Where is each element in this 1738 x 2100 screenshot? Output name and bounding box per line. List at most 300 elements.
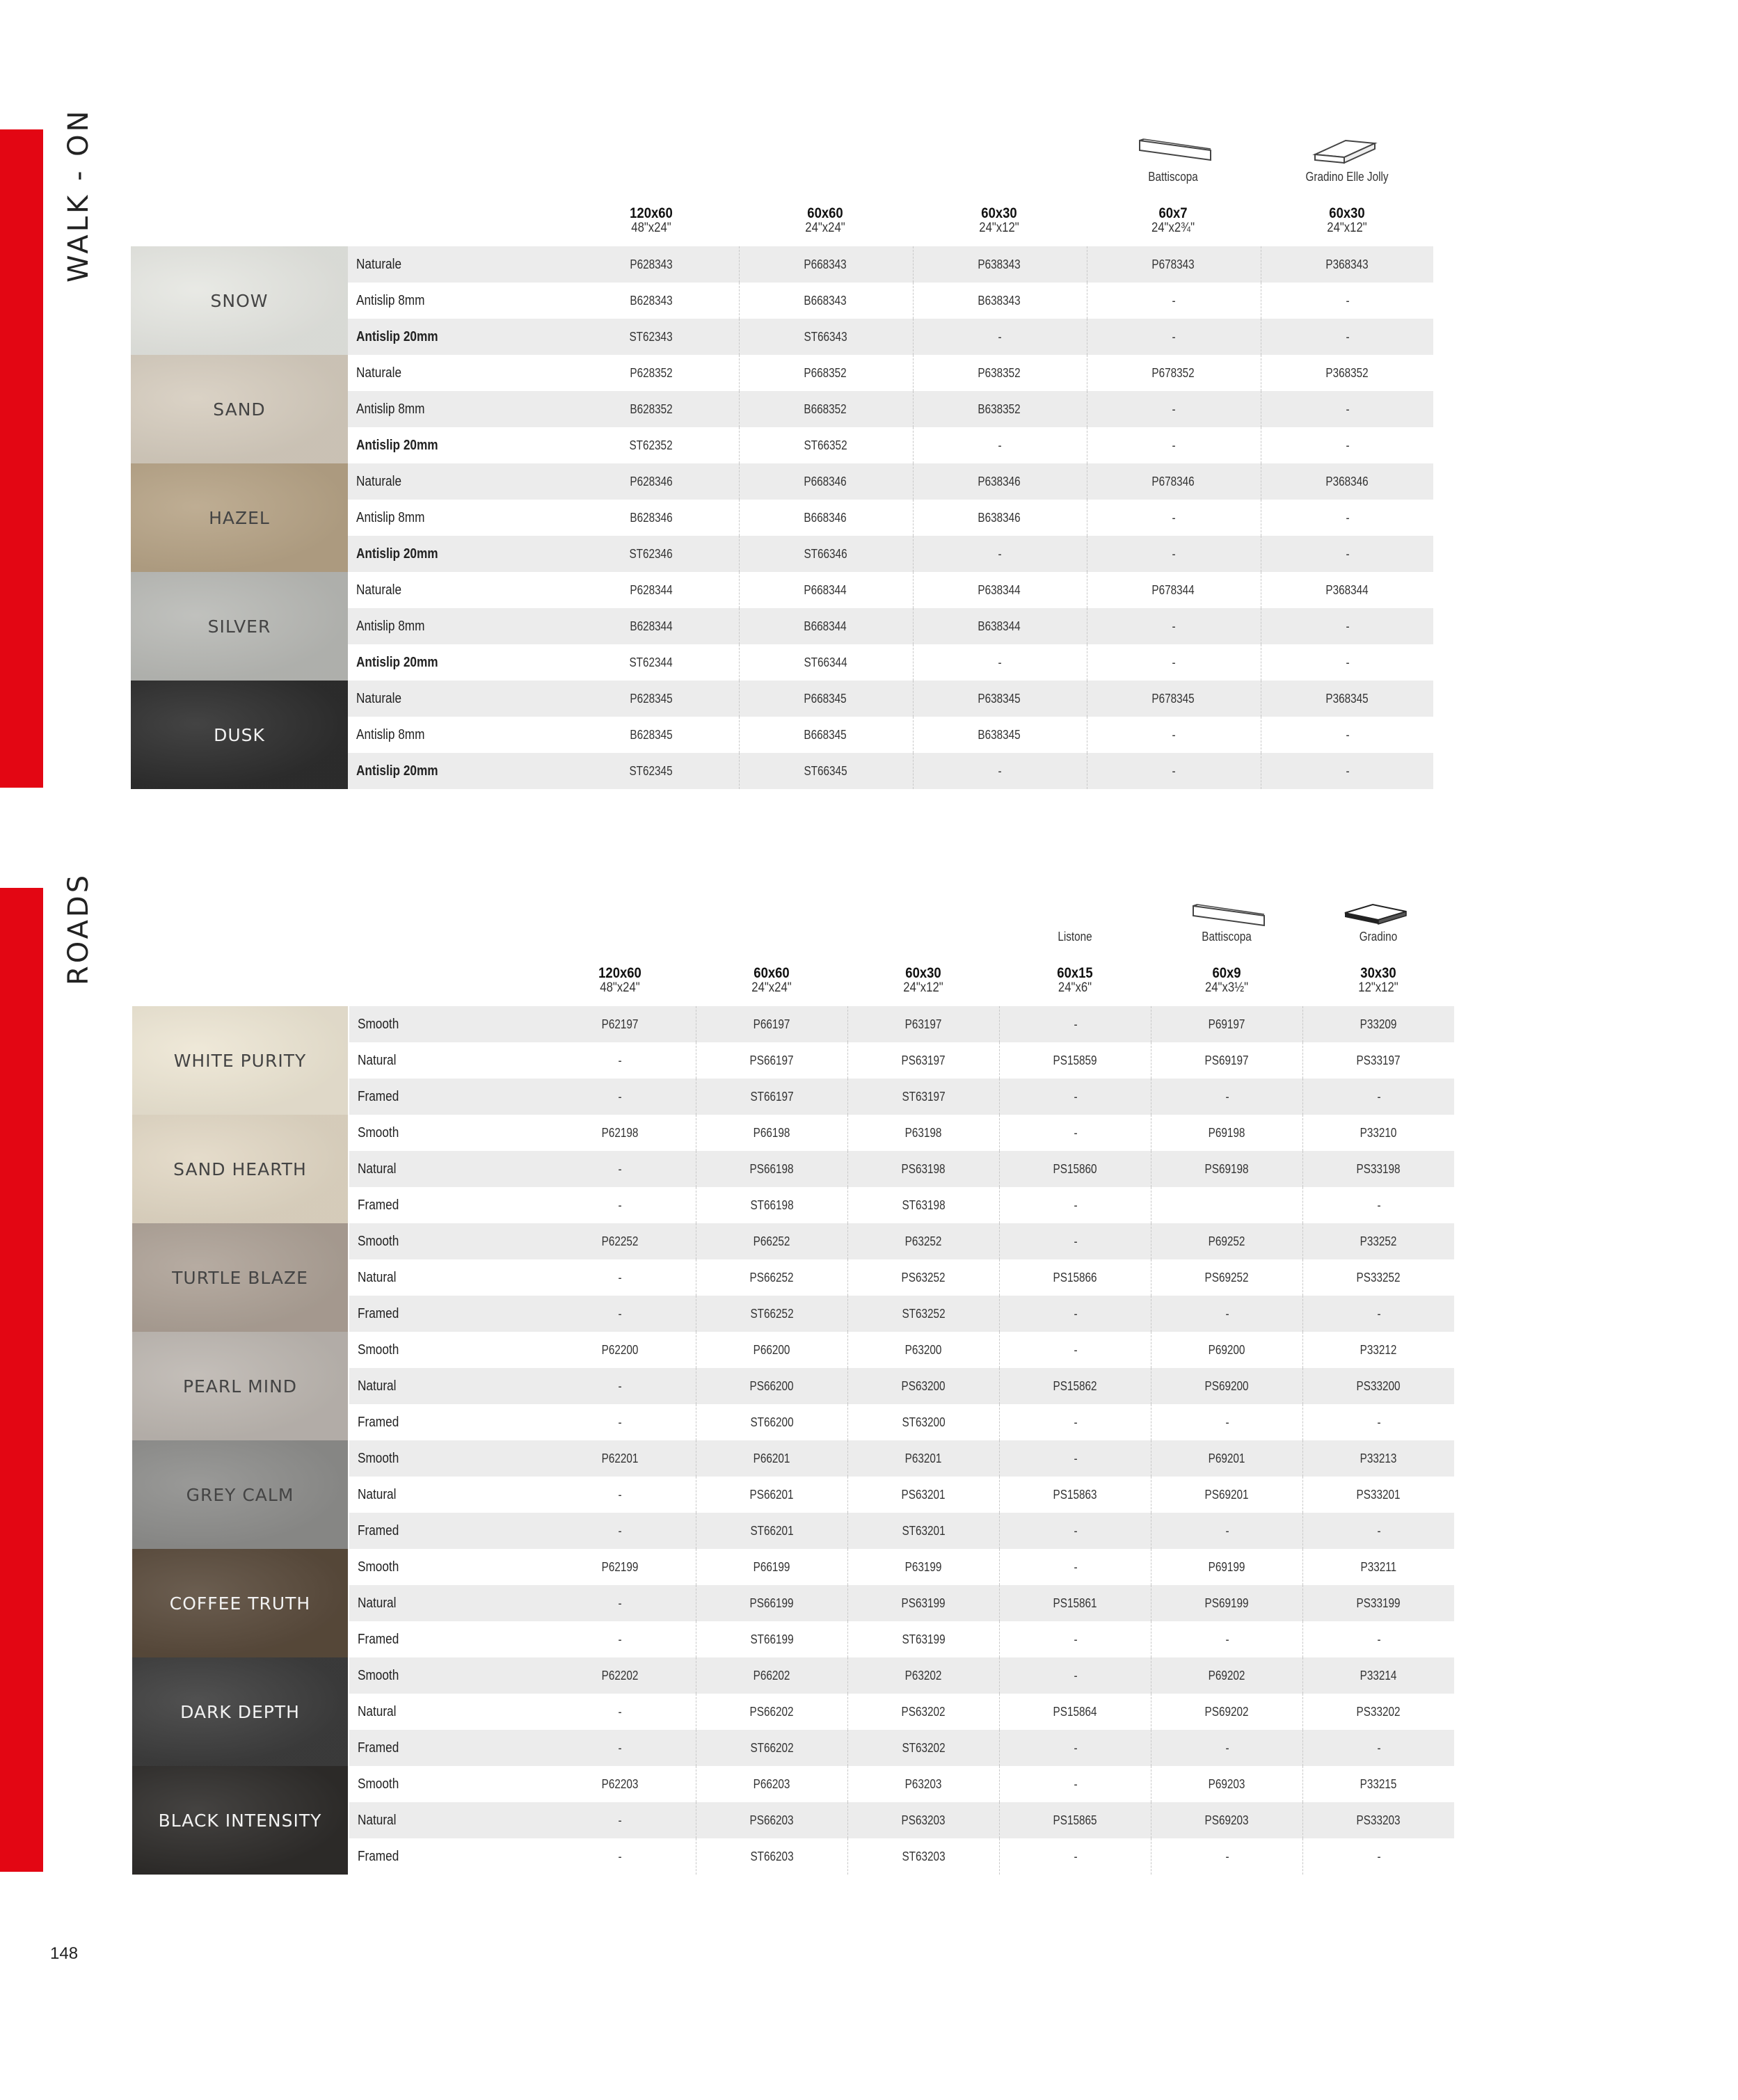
header-inches: 24"x12" bbox=[903, 980, 943, 996]
code-value: - bbox=[1171, 619, 1176, 633]
code-cell bbox=[696, 1042, 847, 1079]
finish-label: Antislip 8mm bbox=[356, 293, 425, 308]
code-value: - bbox=[1073, 1850, 1078, 1863]
code-cell bbox=[696, 1549, 847, 1585]
code-value: - bbox=[1225, 1307, 1229, 1321]
code-cell bbox=[1087, 391, 1259, 427]
gradino-icon bbox=[1342, 902, 1409, 933]
code-value: P668345 bbox=[804, 692, 847, 706]
code-value: P63197 bbox=[905, 1017, 942, 1031]
code-cell bbox=[999, 1296, 1151, 1332]
code-cell bbox=[544, 1332, 696, 1368]
code-cell bbox=[847, 1404, 999, 1440]
table-row bbox=[348, 427, 1433, 463]
code-cell bbox=[1302, 1440, 1454, 1477]
code-cell bbox=[1151, 1151, 1302, 1187]
code-value: PS63200 bbox=[902, 1379, 946, 1393]
code-value: P66252 bbox=[754, 1234, 790, 1248]
code-cell bbox=[847, 1440, 999, 1477]
code-cell bbox=[544, 1694, 696, 1730]
code-value: - bbox=[1171, 330, 1176, 344]
header-format: 60x30 bbox=[1329, 205, 1365, 221]
code-cell bbox=[999, 1838, 1151, 1875]
column-header bbox=[553, 966, 687, 995]
code-value: - bbox=[618, 1524, 622, 1538]
code-cell bbox=[565, 681, 738, 717]
code-cell bbox=[847, 1151, 999, 1187]
code-cell bbox=[1151, 1332, 1302, 1368]
code-value: B668352 bbox=[804, 402, 847, 416]
code-value: P638345 bbox=[978, 692, 1021, 706]
code-cell bbox=[847, 1657, 999, 1694]
code-cell bbox=[739, 246, 911, 283]
code-cell bbox=[739, 463, 911, 500]
code-cell bbox=[999, 1440, 1151, 1477]
code-cell bbox=[913, 500, 1085, 536]
code-value: P628345 bbox=[630, 692, 673, 706]
code-value: - bbox=[1073, 1632, 1078, 1646]
column-header bbox=[749, 206, 901, 235]
code-cell bbox=[696, 1766, 847, 1802]
header-inches: 48"x24" bbox=[631, 221, 671, 236]
code-cell bbox=[1302, 1187, 1454, 1223]
code-value: P33211 bbox=[1360, 1560, 1397, 1574]
code-cell bbox=[999, 1259, 1151, 1296]
code-cell bbox=[999, 1549, 1151, 1585]
code-cell bbox=[1302, 1802, 1454, 1838]
header-format: 30x30 bbox=[1360, 965, 1396, 981]
code-cell bbox=[739, 644, 911, 681]
column-header bbox=[705, 966, 838, 995]
code-cell bbox=[544, 1730, 696, 1766]
code-value: - bbox=[1073, 1017, 1078, 1031]
finish-label: Natural bbox=[358, 1161, 397, 1177]
table-row bbox=[349, 1766, 1454, 1802]
code-value: P628343 bbox=[630, 257, 673, 271]
finish-label: Antislip 8mm bbox=[356, 619, 425, 634]
code-value: - bbox=[1073, 1126, 1078, 1140]
finish-label: Smooth bbox=[358, 1234, 399, 1249]
code-cell bbox=[1151, 1730, 1302, 1766]
code-cell bbox=[847, 1079, 999, 1115]
code-cell bbox=[544, 1042, 696, 1079]
code-cell bbox=[565, 391, 738, 427]
code-cell bbox=[913, 427, 1085, 463]
code-value: - bbox=[997, 655, 1002, 669]
code-cell bbox=[544, 1006, 696, 1042]
code-cell bbox=[739, 283, 911, 319]
table-row bbox=[349, 1549, 1454, 1585]
table-row bbox=[348, 355, 1433, 391]
finish-label: Smooth bbox=[358, 1125, 399, 1140]
code-value: - bbox=[618, 1307, 622, 1321]
code-value: - bbox=[1171, 402, 1176, 416]
code-cell bbox=[847, 1730, 999, 1766]
code-cell bbox=[1302, 1006, 1454, 1042]
table-row bbox=[348, 717, 1433, 753]
code-value: PS15862 bbox=[1053, 1379, 1097, 1393]
finish-label: Natural bbox=[358, 1813, 397, 1828]
code-value: - bbox=[997, 438, 1002, 452]
battiscopa-icon bbox=[1137, 136, 1213, 168]
code-value: P678343 bbox=[1151, 257, 1195, 271]
code-cell bbox=[999, 1332, 1151, 1368]
code-cell bbox=[1302, 1477, 1454, 1513]
finish-label: Antislip 8mm bbox=[356, 510, 425, 525]
code-value: - bbox=[1171, 511, 1176, 525]
color-swatch: COFFEE TRUTH bbox=[132, 1549, 348, 1657]
color-swatch: DUSK bbox=[131, 681, 348, 789]
code-cell bbox=[913, 753, 1085, 789]
code-value: P628346 bbox=[630, 475, 673, 488]
code-value: ST63197 bbox=[902, 1090, 946, 1104]
code-value: ST66201 bbox=[750, 1524, 794, 1538]
code-cell bbox=[1261, 246, 1433, 283]
column-header bbox=[856, 966, 990, 995]
table-row bbox=[349, 1694, 1454, 1730]
code-cell bbox=[565, 608, 738, 644]
finish-label: Natural bbox=[358, 1378, 397, 1394]
code-cell bbox=[1087, 572, 1259, 608]
gradino-elle-jolly-icon bbox=[1311, 136, 1378, 170]
code-cell bbox=[999, 1585, 1151, 1621]
code-value: - bbox=[1345, 402, 1350, 416]
table-row bbox=[348, 463, 1433, 500]
finish-label: Framed bbox=[358, 1740, 399, 1756]
code-cell bbox=[1087, 319, 1259, 355]
code-value: B668346 bbox=[804, 511, 847, 525]
code-value: P638352 bbox=[978, 366, 1021, 380]
table-row bbox=[349, 1513, 1454, 1549]
code-value: P69252 bbox=[1209, 1234, 1245, 1248]
table-row bbox=[349, 1368, 1454, 1404]
code-cell bbox=[544, 1115, 696, 1151]
header-format: 60x9 bbox=[1212, 965, 1241, 981]
code-value: - bbox=[1073, 1198, 1078, 1212]
code-value: PS63197 bbox=[902, 1053, 946, 1067]
code-cell bbox=[847, 1585, 999, 1621]
code-value: P668343 bbox=[804, 257, 847, 271]
code-cell bbox=[999, 1621, 1151, 1657]
code-value: - bbox=[618, 1705, 622, 1719]
code-cell bbox=[913, 463, 1085, 500]
code-value: - bbox=[1345, 547, 1350, 561]
table-row bbox=[348, 246, 1433, 283]
code-cell bbox=[847, 1621, 999, 1657]
code-value: - bbox=[1225, 1415, 1229, 1429]
header-format: 120x60 bbox=[598, 965, 641, 981]
column-header bbox=[1271, 206, 1423, 235]
code-value: - bbox=[618, 1415, 622, 1429]
code-value: ST63200 bbox=[902, 1415, 946, 1429]
code-cell bbox=[1302, 1404, 1454, 1440]
code-value: - bbox=[618, 1596, 622, 1610]
code-cell bbox=[1151, 1006, 1302, 1042]
code-value: P63252 bbox=[905, 1234, 942, 1248]
code-cell bbox=[544, 1549, 696, 1585]
code-value: P62203 bbox=[601, 1777, 639, 1791]
code-cell bbox=[544, 1296, 696, 1332]
finish-label: Smooth bbox=[358, 1451, 399, 1466]
code-cell bbox=[544, 1151, 696, 1187]
code-value: PS66202 bbox=[750, 1705, 794, 1719]
code-value: P62202 bbox=[601, 1669, 639, 1683]
code-value: - bbox=[1171, 764, 1176, 778]
code-value: - bbox=[1345, 511, 1350, 525]
code-value: PS69197 bbox=[1205, 1053, 1249, 1067]
code-cell bbox=[847, 1115, 999, 1151]
code-cell bbox=[847, 1802, 999, 1838]
code-value: ST63201 bbox=[902, 1524, 946, 1538]
code-cell bbox=[999, 1368, 1151, 1404]
table-row bbox=[348, 536, 1433, 572]
code-cell bbox=[1302, 1838, 1454, 1875]
code-value: P668346 bbox=[804, 475, 847, 488]
code-value: P33213 bbox=[1360, 1451, 1397, 1465]
code-cell bbox=[999, 1694, 1151, 1730]
code-value: - bbox=[997, 330, 1002, 344]
code-value: - bbox=[1073, 1669, 1078, 1683]
code-value: - bbox=[1345, 655, 1350, 669]
header-inches: 24"x12" bbox=[1327, 221, 1367, 236]
code-value: PS66201 bbox=[750, 1488, 794, 1502]
header-format: 60x7 bbox=[1158, 205, 1188, 221]
code-cell bbox=[565, 283, 738, 319]
code-cell bbox=[1087, 644, 1259, 681]
finish-label: Framed bbox=[358, 1415, 399, 1430]
code-value: - bbox=[1073, 1307, 1078, 1321]
code-value: B628346 bbox=[630, 511, 673, 525]
code-value: - bbox=[1376, 1850, 1381, 1863]
code-value: P62200 bbox=[601, 1343, 639, 1357]
code-value: P62201 bbox=[601, 1451, 639, 1465]
table-row bbox=[349, 1006, 1454, 1042]
code-cell bbox=[1151, 1657, 1302, 1694]
header-format: 60x30 bbox=[905, 965, 941, 981]
table-row bbox=[349, 1042, 1454, 1079]
code-value: - bbox=[1345, 764, 1350, 778]
code-cell bbox=[739, 500, 911, 536]
code-value: P69199 bbox=[1209, 1560, 1245, 1574]
code-value: P33215 bbox=[1360, 1777, 1397, 1791]
code-cell bbox=[1302, 1657, 1454, 1694]
code-value: PS33203 bbox=[1357, 1813, 1401, 1827]
code-value: - bbox=[1073, 1560, 1078, 1574]
code-cell bbox=[1302, 1259, 1454, 1296]
code-value: P69201 bbox=[1209, 1451, 1245, 1465]
code-value: B638346 bbox=[978, 511, 1021, 525]
code-value: - bbox=[1225, 1090, 1229, 1104]
code-value: PS15866 bbox=[1053, 1271, 1097, 1284]
code-cell bbox=[1302, 1766, 1454, 1802]
code-cell bbox=[739, 355, 911, 391]
code-cell bbox=[565, 319, 738, 355]
table-row bbox=[348, 391, 1433, 427]
code-cell bbox=[1151, 1079, 1302, 1115]
code-value: - bbox=[618, 1813, 622, 1827]
code-cell bbox=[1151, 1440, 1302, 1477]
code-cell bbox=[696, 1694, 847, 1730]
code-cell bbox=[913, 681, 1085, 717]
table-row bbox=[348, 608, 1433, 644]
finish-label: Smooth bbox=[358, 1776, 399, 1792]
code-cell bbox=[1261, 608, 1433, 644]
code-value: P678345 bbox=[1151, 692, 1195, 706]
code-value: ST66199 bbox=[750, 1632, 794, 1646]
code-cell bbox=[847, 1694, 999, 1730]
code-cell bbox=[739, 608, 911, 644]
code-value: - bbox=[1073, 1777, 1078, 1791]
code-cell bbox=[565, 536, 738, 572]
code-cell bbox=[696, 1368, 847, 1404]
code-cell bbox=[1151, 1621, 1302, 1657]
code-value: - bbox=[618, 1198, 622, 1212]
code-value: PS33198 bbox=[1357, 1162, 1401, 1176]
code-cell bbox=[739, 391, 911, 427]
finish-label: Natural bbox=[358, 1270, 397, 1285]
code-value: P62252 bbox=[601, 1234, 639, 1248]
code-value: P66203 bbox=[754, 1777, 790, 1791]
table-row bbox=[349, 1838, 1454, 1875]
code-cell bbox=[544, 1440, 696, 1477]
column-header bbox=[575, 206, 727, 235]
code-value: PS69202 bbox=[1205, 1705, 1249, 1719]
column-header bbox=[1160, 966, 1293, 995]
code-value: P638343 bbox=[978, 257, 1021, 271]
color-swatch: SNOW bbox=[131, 246, 348, 355]
header-inches: 24"x6" bbox=[1058, 980, 1092, 996]
column-header bbox=[1312, 966, 1445, 995]
code-value: ST66203 bbox=[750, 1850, 794, 1863]
code-value: P66202 bbox=[754, 1669, 790, 1683]
code-value: ST63252 bbox=[902, 1307, 946, 1321]
code-value: P66201 bbox=[754, 1451, 790, 1465]
code-value: - bbox=[1345, 294, 1350, 308]
code-cell bbox=[565, 572, 738, 608]
walkon-tab bbox=[0, 129, 43, 788]
code-cell bbox=[999, 1730, 1151, 1766]
code-cell bbox=[544, 1838, 696, 1875]
code-value: ST66252 bbox=[750, 1307, 794, 1321]
code-value: P368345 bbox=[1325, 692, 1369, 706]
code-cell bbox=[913, 355, 1085, 391]
code-cell bbox=[999, 1404, 1151, 1440]
code-value: - bbox=[1345, 330, 1350, 344]
table-row bbox=[349, 1115, 1454, 1151]
code-cell bbox=[1302, 1151, 1454, 1187]
code-cell bbox=[999, 1802, 1151, 1838]
product-label: Gradino Elle Jolly bbox=[1305, 170, 1389, 184]
table-row bbox=[349, 1730, 1454, 1766]
code-value: PS33199 bbox=[1357, 1596, 1401, 1610]
header-format: 60x60 bbox=[807, 205, 843, 221]
code-cell bbox=[999, 1187, 1151, 1223]
code-cell bbox=[1151, 1368, 1302, 1404]
code-cell bbox=[1151, 1115, 1302, 1151]
header-inches: 48"x24" bbox=[600, 980, 640, 996]
code-cell bbox=[739, 681, 911, 717]
code-value: ST66345 bbox=[804, 764, 847, 778]
code-cell bbox=[1302, 1585, 1454, 1621]
table-row bbox=[348, 681, 1433, 717]
code-value: ST66197 bbox=[750, 1090, 794, 1104]
code-cell bbox=[1151, 1802, 1302, 1838]
table-row bbox=[349, 1477, 1454, 1513]
code-cell bbox=[999, 1657, 1151, 1694]
finish-label: Naturale bbox=[356, 474, 402, 489]
code-value: B628345 bbox=[630, 728, 673, 742]
code-cell bbox=[1151, 1477, 1302, 1513]
code-value: P33252 bbox=[1360, 1234, 1397, 1248]
code-value: ST62345 bbox=[629, 764, 673, 778]
header-format: 60x15 bbox=[1057, 965, 1093, 981]
code-value: ST66202 bbox=[750, 1741, 794, 1755]
code-value: PS33201 bbox=[1357, 1488, 1401, 1502]
code-value: ST63198 bbox=[902, 1198, 946, 1212]
code-value: - bbox=[1073, 1415, 1078, 1429]
code-cell bbox=[1151, 1404, 1302, 1440]
code-value: B668344 bbox=[804, 619, 847, 633]
code-value: P638344 bbox=[978, 583, 1021, 597]
table-row bbox=[349, 1151, 1454, 1187]
product-label: Gradino bbox=[1359, 930, 1398, 944]
roads-tab bbox=[0, 888, 43, 1872]
code-cell bbox=[739, 319, 911, 355]
code-value: - bbox=[997, 547, 1002, 561]
table-row bbox=[349, 1440, 1454, 1477]
code-cell bbox=[999, 1006, 1151, 1042]
code-cell bbox=[565, 753, 738, 789]
code-value: - bbox=[1073, 1524, 1078, 1538]
code-cell bbox=[544, 1368, 696, 1404]
code-cell bbox=[1261, 572, 1433, 608]
code-value: ST66344 bbox=[804, 655, 847, 669]
code-cell bbox=[696, 1259, 847, 1296]
code-cell bbox=[999, 1079, 1151, 1115]
code-cell bbox=[1151, 1042, 1302, 1079]
header-inches: 12"x12" bbox=[1358, 980, 1398, 996]
code-value: P69198 bbox=[1209, 1126, 1245, 1140]
code-cell bbox=[1087, 283, 1259, 319]
finish-label: Naturale bbox=[356, 257, 402, 272]
code-cell bbox=[696, 1657, 847, 1694]
code-value: P62197 bbox=[601, 1017, 639, 1031]
code-cell bbox=[1302, 1296, 1454, 1332]
code-value: - bbox=[1225, 1850, 1229, 1863]
table-row bbox=[349, 1657, 1454, 1694]
code-value: PS66252 bbox=[750, 1271, 794, 1284]
finish-label: Natural bbox=[358, 1053, 397, 1068]
code-value: ST62346 bbox=[629, 547, 673, 561]
code-value: ST63202 bbox=[902, 1741, 946, 1755]
product-label: Battiscopa bbox=[1202, 930, 1252, 944]
header-format: 60x30 bbox=[981, 205, 1017, 221]
code-value: - bbox=[1073, 1451, 1078, 1465]
finish-label: Framed bbox=[358, 1089, 399, 1104]
code-cell bbox=[1302, 1079, 1454, 1115]
code-cell bbox=[1151, 1187, 1302, 1223]
code-cell bbox=[1087, 717, 1259, 753]
finish-label: Framed bbox=[358, 1306, 399, 1321]
code-cell bbox=[696, 1730, 847, 1766]
code-cell bbox=[1302, 1042, 1454, 1079]
code-cell bbox=[544, 1187, 696, 1223]
finish-label: Antislip 20mm bbox=[356, 438, 438, 453]
code-value: P368344 bbox=[1325, 583, 1369, 597]
code-value: PS15861 bbox=[1053, 1596, 1097, 1610]
code-value: PS69203 bbox=[1205, 1813, 1249, 1827]
code-value: - bbox=[1073, 1090, 1078, 1104]
